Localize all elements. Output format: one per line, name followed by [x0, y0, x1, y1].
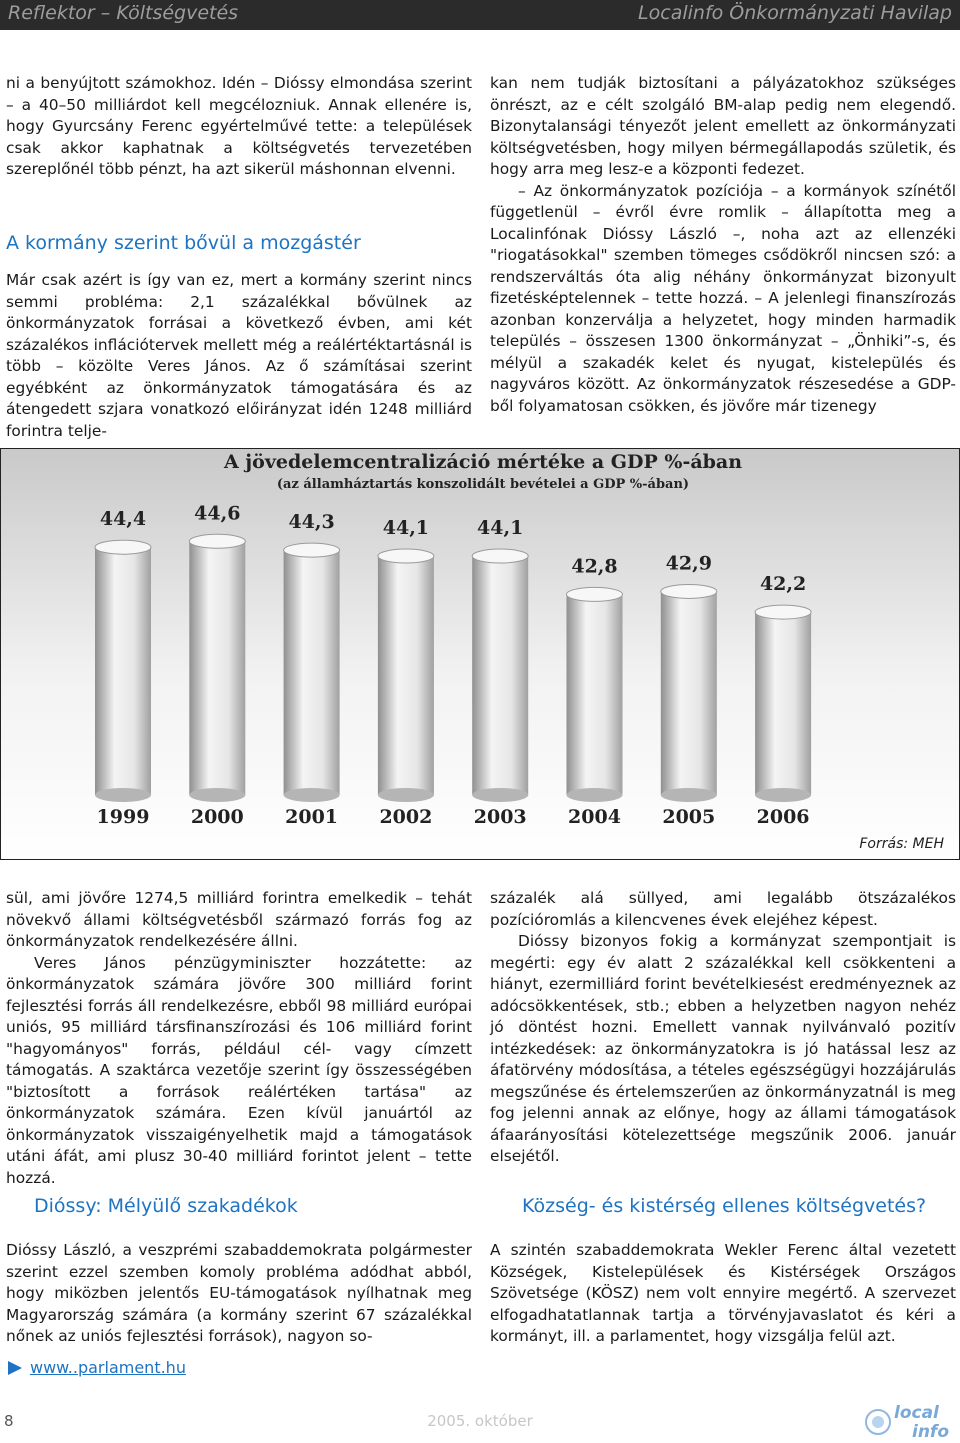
chart-source: Forrás: MEH — [859, 836, 944, 852]
x-tick-label: 1999 — [96, 806, 150, 828]
paragraph: A szintén szabaddemokrata Wekler Ferenc által vezetett Községek, Kistelepülések és Kistérségek Országos Szövetsége (KÖSZ) nem volt ennyire megértő. A szervezet elfogadhatatlannak tartja a törvényjavaslatot és kéri a kormányt, ill. a parlamentet, hogy vizsgálja felül azt. — [490, 1241, 956, 1345]
paragraph: Dióssy bizonyos fokig a kormányzat szempontjait is megérti: egy év alatt 2 százalékkal kell csökkenteni a hiányt, ezermilliárd forint bevételkiesést eredményeznek az adócsökkentések, stb.; ebben a helyzetben nagyon nehéz jó döntést hozni. Emellett vannak nyilvánvaló pozitív intézkedések: az önkormányzatokra is jó hatással lesz az áfatörvény módosítása, a tételes egészségügyi hozzájárulás megszűnése és értelemszerűen az önkormányzatnál is meg fog jelenni annak az előnye, hogy az állami támogatások áfaarányosítási kötelezettsége megszűnik 2006. január elsejétől. — [490, 932, 956, 1165]
bar-cap — [95, 540, 151, 554]
section-heading-kozseg: Község- és kistérség ellenes költségvetés? — [522, 1195, 927, 1217]
x-tick-label: 2002 — [379, 806, 433, 828]
arrow-right-icon — [8, 1361, 22, 1375]
bar-cap — [378, 549, 434, 563]
bar — [661, 591, 717, 795]
x-tick-label: 2006 — [756, 806, 810, 828]
bottom-left-column-cont — [6, 1240, 472, 1348]
bar-base — [189, 788, 245, 802]
top-left-column-cont — [6, 270, 472, 442]
chart-subtitle: (az államháztartás konszolidált bevételei a GDP %-ában) — [276, 477, 690, 492]
x-tick-label: 2001 — [285, 806, 339, 828]
bar-cap — [755, 605, 811, 619]
issue-date: 2005. október — [427, 1412, 533, 1430]
bottom-right-column — [490, 888, 956, 1168]
paragraph: sül, ami jövőre 1274,5 milliárd forintra emelkedik – tehát növekvő állami költségvetésből származó forrás fog az önkormányzatok rendelkezésére állni. — [6, 889, 472, 950]
bar — [189, 541, 245, 795]
x-tick-label: 2005 — [662, 806, 716, 828]
bar-base — [755, 788, 811, 802]
chart-title: A jövedelemcentralizáció mértéke a GDP %-ában — [223, 451, 743, 473]
bar-cap — [567, 587, 623, 601]
bar — [284, 550, 340, 795]
paragraph: Már csak azért is így van ez, mert a kormány szerint nincs semmi probléma: 2,1 százalékkal bővülnek az önkormányzatok forrásai a következő évben, ami két százalékos inflációtervek mellett még a reálértéktartásnál is több – közölte Veres János. Az ő számításai szerint egyébként az önkormányzatok támogatására és az átengedett szjara vonatkozó előirányzat idén 1248 milliárd forintra telje- — [6, 271, 472, 440]
top-left-column — [6, 73, 472, 181]
x-tick-label: 2000 — [190, 806, 244, 828]
bar — [472, 556, 528, 795]
bar — [755, 612, 811, 795]
bottom-left-column — [6, 888, 472, 1189]
bar-base — [567, 788, 623, 802]
localinfo-logo — [864, 1400, 956, 1442]
top-right-column — [490, 73, 956, 417]
section-heading-szakadekok: Dióssy: Mélyülő szakadékok — [34, 1195, 298, 1217]
paragraph: százalék alá süllyed, ami legalább ötszázalékos pozícióromlás a kilencvenes évek elejéhez képest. — [490, 889, 956, 929]
bar-cap — [189, 534, 245, 548]
publication-title: Localinfo Önkormányzati Havilap — [638, 2, 952, 24]
bar — [567, 594, 623, 795]
bar-base — [284, 788, 340, 802]
bar-value-label: 44,1 — [477, 517, 524, 540]
bar-base — [472, 788, 528, 802]
section-title: Reflektor – Költségvetés — [8, 2, 239, 24]
page-number: 8 — [4, 1412, 14, 1430]
bar — [95, 547, 151, 795]
paragraph: – Az önkormányzatok pozíciója – a kormányok színétől függetlenül – évről évre romlik – állapította meg a Localinfónak Dióssy László –, noha azt az ellenzéki "riogatásokkal" szemben tömeges csődökről nincsen szó: a rendszerváltás óta alig néhány önkormányzat bizonyult fizetésképtelennek – tette hozzá. – A jelenlegi finanszírozás azonban konzerválja a helyzetet, hogy minden harmadik település – összesen 1300 önkormányzat – „Önhiki”-s, és mélyül a szakadék kelet és nyugat, kistelepülés és nagyváros között. Az önkormányzatok részesedése a GDP-ből folyamatosan csökken, és jövőre már tizenegy — [490, 181, 956, 415]
bar-value-label: 44,4 — [99, 508, 147, 531]
bar-value-label: 42,9 — [665, 552, 712, 575]
bottom-right-column-cont — [490, 1240, 956, 1348]
paragraph: kan nem tudják biztosítani a pályázatokhoz szükséges önrészt, az e célt szolgáló BM-alap pedig nem elegendő. Bizonytalansági tényezőt jelent emellett az önkormányzati költségvetésben, hogy milyen bérmegállapodás születik, és hogy arra meg lesz-e a központi fedezet. — [490, 74, 956, 178]
bar — [378, 556, 434, 795]
bar-cap — [661, 584, 717, 598]
parlament-link[interactable] — [8, 1358, 186, 1377]
bar-value-label: 44,6 — [194, 502, 241, 525]
bar-cap — [472, 549, 528, 563]
page-header — [0, 0, 960, 30]
section-heading-mozgaster: A kormány szerint bővül a mozgástér — [6, 232, 361, 254]
bar-value-label: 44,1 — [382, 517, 430, 540]
paragraph: Dióssy László, a veszprémi szabaddemokrata polgármester szerint ezzel szemben komoly probléma adódhat abból, hogy miközben jelentős EU-támogatások nyílhatnak meg Magyarország számára (a kormány szerint 67 százalékkal nőnek az uniós fejlesztési források), nagyon so- — [6, 1241, 472, 1345]
logo-word-local: local — [894, 1403, 939, 1423]
link-url[interactable]: www..parlament.hu — [30, 1358, 186, 1377]
logo-word-info: info — [912, 1422, 950, 1442]
page-footer — [0, 1400, 960, 1443]
bar-base — [378, 788, 434, 802]
chart-svg — [0, 448, 960, 860]
x-tick-label: 2003 — [473, 806, 527, 828]
paragraph: ni a benyújtott számokhoz. Idén – Dióssy elmondása szerint – a 40–50 milliárdot kell megcélozniuk. Annak ellenére is, hogy Gyurcsány Ferenc egyértelművé tette: a települések csak akkor kaphatnak a költségvetés tervezetében szereplőnél több pénzt, ha azt sikerül máshonnan elvenni. — [6, 74, 472, 178]
bar-chart — [0, 448, 960, 860]
x-tick-label: 2004 — [568, 806, 621, 828]
bar-value-label: 42,2 — [759, 573, 807, 596]
bar-base — [661, 788, 717, 802]
bar-base — [95, 788, 151, 802]
paragraph: Veres János pénzügyminiszter hozzátette: az önkormányzatok számára jövőre 300 milliárd forint fejlesztési forrás áll rendelkezésre, ebből 98 milliárd európai uniós, 95 milliárd társfinanszírozási és 106 milliárd forint "hagyományos" forrás, például cél- vagy címzett támogatás. A szaktárca vezetője szerint így összességében "biztosított a források reálértéken tartása" az önkormányzatok számára. Ezen kívül januártól az önkormányzatok visszaigényelhetik majd a támogatások utáni áfát, ami plusz 30-40 milliárd forintot jelent – tette hozzá. — [6, 953, 472, 1187]
bar-cap — [284, 543, 340, 557]
bar-value-label: 42,8 — [571, 555, 618, 578]
bar-value-label: 44,3 — [288, 511, 335, 534]
